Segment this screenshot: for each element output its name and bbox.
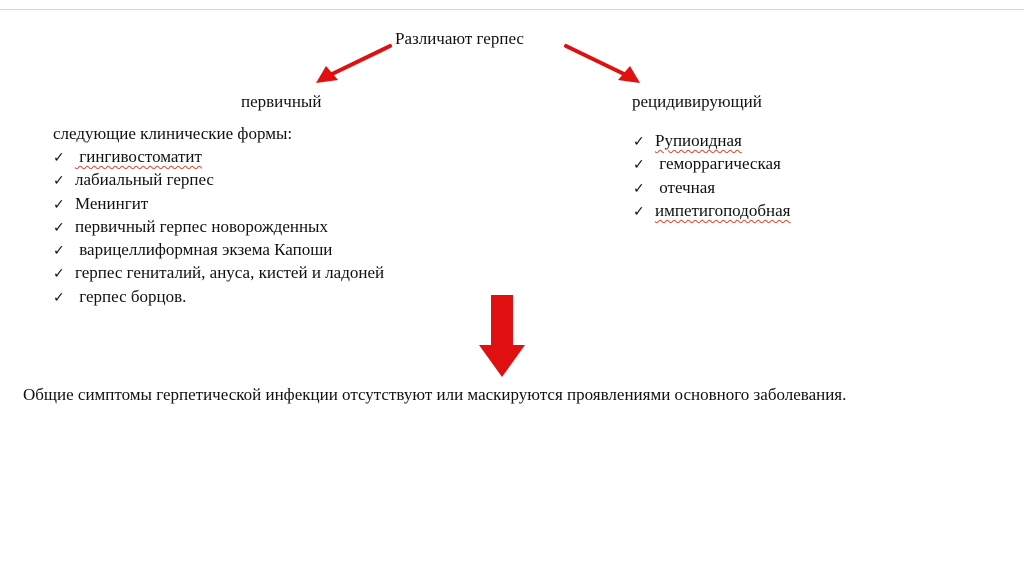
list-item-text: геморрагическая	[655, 154, 781, 174]
check-icon: ✓	[53, 266, 65, 283]
top-border-line	[0, 9, 1024, 10]
list-item	[53, 194, 384, 217]
list-item	[633, 131, 790, 154]
arrow-down-icon	[479, 295, 525, 377]
check-icon: ✓	[53, 243, 65, 260]
list-item	[633, 178, 790, 201]
list-item	[53, 240, 384, 263]
list-item-text: герпес гениталий, ануса, кистей и ладоней	[75, 263, 385, 283]
check-icon: ✓	[53, 219, 65, 236]
recurrent-heading: рецидивирующий	[632, 92, 762, 111]
check-icon: ✓	[633, 134, 645, 150]
check-icon: ✓	[633, 203, 645, 220]
check-icon: ✓	[633, 180, 645, 197]
list-item	[53, 147, 384, 170]
check-icon: ✓	[633, 157, 645, 174]
list-item	[53, 170, 384, 193]
list-item-text: Рупиоидная	[655, 131, 742, 150]
list-item-text: Менингит	[75, 193, 149, 213]
list-item-text: варицеллиформная экзема Капоши	[75, 240, 333, 260]
check-icon: ✓	[53, 289, 65, 306]
primary-intro: следующие клинические формы:	[53, 124, 293, 143]
list-item	[53, 287, 384, 310]
list-item-text: герпес борцов.	[75, 286, 187, 306]
diagram-title: Различают герпес	[395, 29, 524, 48]
arrow-left-icon	[310, 40, 400, 90]
recurrent-forms-list	[633, 131, 790, 224]
list-item-text: отечная	[655, 177, 716, 197]
list-item	[53, 263, 384, 286]
list-item	[633, 154, 790, 177]
list-item	[633, 201, 790, 224]
check-icon: ✓	[53, 196, 65, 213]
list-item-text: импетигоподобная	[655, 200, 791, 220]
list-item-text: гингивостоматит	[75, 147, 202, 166]
conclusion-text: Общие симптомы герпетической инфекции отсутствуют или маскируются проявлениями основного заболевания.	[23, 385, 847, 404]
check-icon: ✓	[53, 150, 65, 166]
list-item-text: первичный герпес новорожденных	[75, 216, 328, 236]
list-item-text: лабиальный герпес	[75, 170, 214, 190]
primary-heading: первичный	[241, 92, 322, 111]
check-icon: ✓	[53, 173, 65, 190]
primary-forms-list	[53, 147, 384, 310]
list-item	[53, 217, 384, 240]
arrow-right-icon	[560, 40, 650, 90]
